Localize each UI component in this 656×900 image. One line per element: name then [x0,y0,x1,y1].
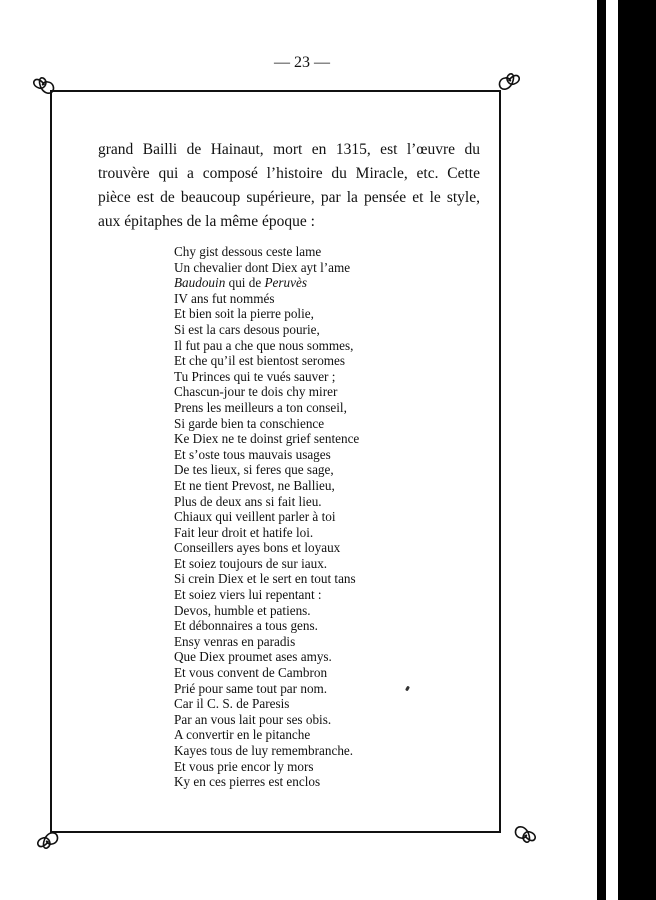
poem-line: Et s’oste tous mauvais usages [174,446,331,462]
poem-line: Un chevalier dont Diex ayt l’ame [174,259,351,275]
poem-line: Tu Princes qui te vués sauver ; [174,368,336,384]
poem-line: IV ans fut nommés [174,290,275,306]
poem-line: Ke Diex ne te doinst grief sentence [174,431,360,447]
poem-line: Conseillers ayes bons et loyaux [174,540,341,556]
intro-line: pièce est de beaucoup supérieure, par la pensée et le style, [98,189,480,206]
page-number: — 23 — [274,54,330,71]
intro-line: aux épitaphes de la même époque : [98,213,315,230]
poem-line: De tes lieux, si feres que sage, [174,462,334,478]
intro-line: trouvère qui a composé l’histoire du Miracle, etc. Cette [98,165,480,182]
intro-line: grand Bailli de Hainaut, mort en 1315, est l’œuvre du [98,141,480,158]
poem-line: Et vous convent de Cambron [174,665,328,681]
poem-line: Il fut pau a che que nous sommes, [174,337,354,353]
poem-connector: qui de [225,275,265,291]
poem-line: Ensy venras en paradis [174,633,296,649]
corner-ornament-bottom-right-icon [512,823,538,849]
intro-paragraph [98,138,480,234]
poem-line: Si garde bien ta conschience [174,415,325,431]
poem-line: A convertir en le pitanche [174,727,311,743]
poem-name-peruves: Peruvès [264,275,307,291]
poem-line: Si est la cars desous pourie, [174,321,320,337]
poem-line: Et bien soit la pierre polie, [174,306,314,322]
poem-line: Fait leur droit et hatife loi. [174,524,314,540]
adjacent-page-strip [606,0,618,900]
corner-ornament-bottom-left-icon [35,829,61,855]
poem-line: Chascun-jour te dois chy mirer [174,384,338,400]
corner-ornament-top-left-icon [31,71,57,97]
poem-line: Ky en ces pierres est enclos [174,774,321,790]
poem-line: Et che qu’il est bientost seromes [174,353,346,369]
poem-line-names [174,275,359,291]
poem-line: Devos, humble et patiens. [174,602,311,618]
poem-line: Et débonnaires a tous gens. [174,618,318,634]
poem-name-baudouin: Baudouin [174,275,226,291]
poem-line: Chy gist dessous ceste lame [174,244,322,259]
epitaph-poem [174,244,359,790]
poem-line: Kayes tous de luy remembranche. [174,743,354,758]
poem-line: Prens les meilleurs a ton conseil, [174,399,347,415]
poem-line: Et vous prie encor ly mors [174,758,314,774]
poem-line: Et soiez toujours de sur iaux. [174,555,328,571]
poem-line: Par an vous lait pour ses obis. [174,711,332,727]
corner-ornament-top-right-icon [496,67,522,93]
poem-line: Prié pour same tout par nom. [174,680,328,696]
poem-line: Plus de deux ans si fait lieu. [174,493,322,509]
poem-line: Et ne tient Prevost, ne Ballieu, [174,477,335,493]
poem-line: Car il C. S. de Paresis [174,696,290,712]
poem-line: Chiaux qui veillent parler à toi [174,509,336,525]
poem-line: Et soiez viers lui repentant : [174,587,322,603]
poem-line: Si crein Diex et le sert en tout tans [174,571,356,587]
poem-line: Que Diex proumet ases amys. [174,649,332,665]
